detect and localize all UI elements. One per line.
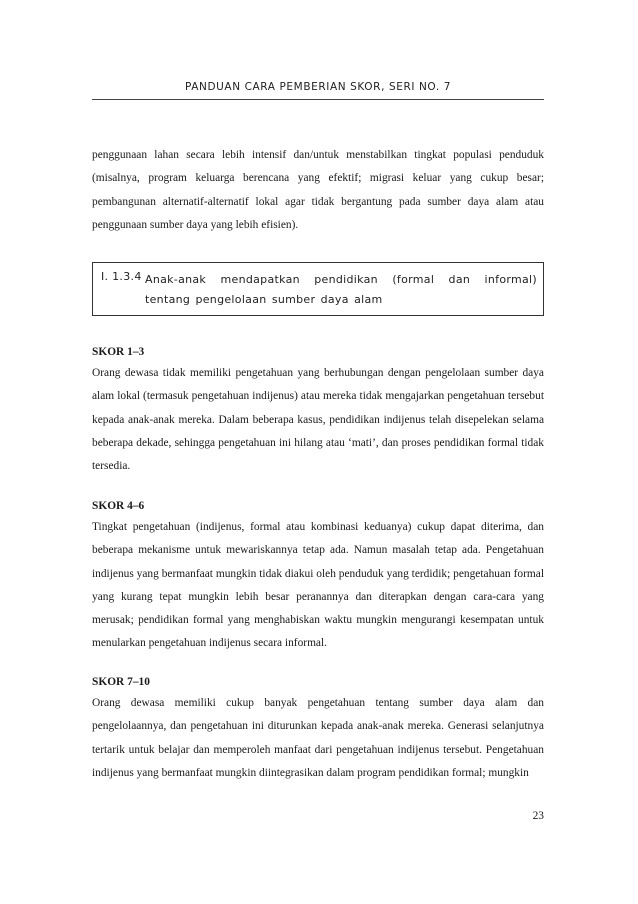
score-heading-1: SKOR 1–3 (92, 346, 145, 358)
intro-paragraph: penggunaan lahan secara lebih intensif dan/untuk menstabilkan tingkat populasi penduduk (misalnya, program keluarga berencana yang efektif; migrasi keluar yang cukup besar; pembangunan alternatif-alternatif lokal agar tidak bergantung pada sumber daya alam atau penggunaan sumber daya yang lebih efisien). (92, 149, 544, 231)
indicator-title: Anak-anak mendapatkan pendidikan (formal dan informal) tentang pengelolaan sumber daya alam (145, 273, 537, 306)
score-heading-2: SKOR 4–6 (92, 500, 145, 512)
header-rule (92, 99, 544, 100)
page-number: 23 (532, 810, 544, 822)
score-paragraph-1: Orang dewasa tidak memiliki pengetahuan yang berhubungan dengan pengelolaan sumber daya alam lokal (termasuk pengetahuan indijenus) atau mereka tidak mengajarkan pengetahuan tersebut kepada anak-anak mereka. Dalam beberapa kasus, pendidikan indijenus telah disepelekan selama beberapa dekade, sehingga pengetahuan ini hilang atau ‘mati’, dan proses pendidikan formal tidak tersedia. (92, 367, 544, 473)
indicator-number: I. 1.3.4 (101, 270, 142, 283)
indicator-box (92, 262, 544, 316)
score-paragraph-3: Orang dewasa memiliki cukup banyak pengetahuan tentang sumber daya alam dan pengelolaannya, dan pengetahuan ini diturunkan kepada anak-anak mereka. Generasi selanjutnya tertarik untuk belajar dan memperoleh manfaat dari pengetahuan indijenus tersebut. Pengetahuan indijenus yang bermanfaat mungkin diintegrasikan dalam program pendidikan formal; mungkin (92, 697, 544, 779)
running-header: PANDUAN CARA PEMBERIAN SKOR, SERI NO. 7 (184, 81, 452, 93)
score-paragraph-2: Tingkat pengetahuan (indijenus, formal atau kombinasi keduanya) cukup dapat diterima, dan beberapa mekanisme untuk mewariskannya tetap ada. Namun masalah tetap ada. Pengetahuan indijenus yang bermanfaat mungkin tidak diakui oleh penduduk yang terdidik; pengetahuan formal yang kurang tepat mungkin lebih besar peranannya dan diterapkan dengan cara-cara yang merusak; pendidikan formal yang menghabiskan waktu mungkin mengurangi kesempatan untuk menularkan pengetahuan indijenus secara informal. (92, 521, 544, 650)
score-heading-3: SKOR 7–10 (92, 676, 150, 688)
